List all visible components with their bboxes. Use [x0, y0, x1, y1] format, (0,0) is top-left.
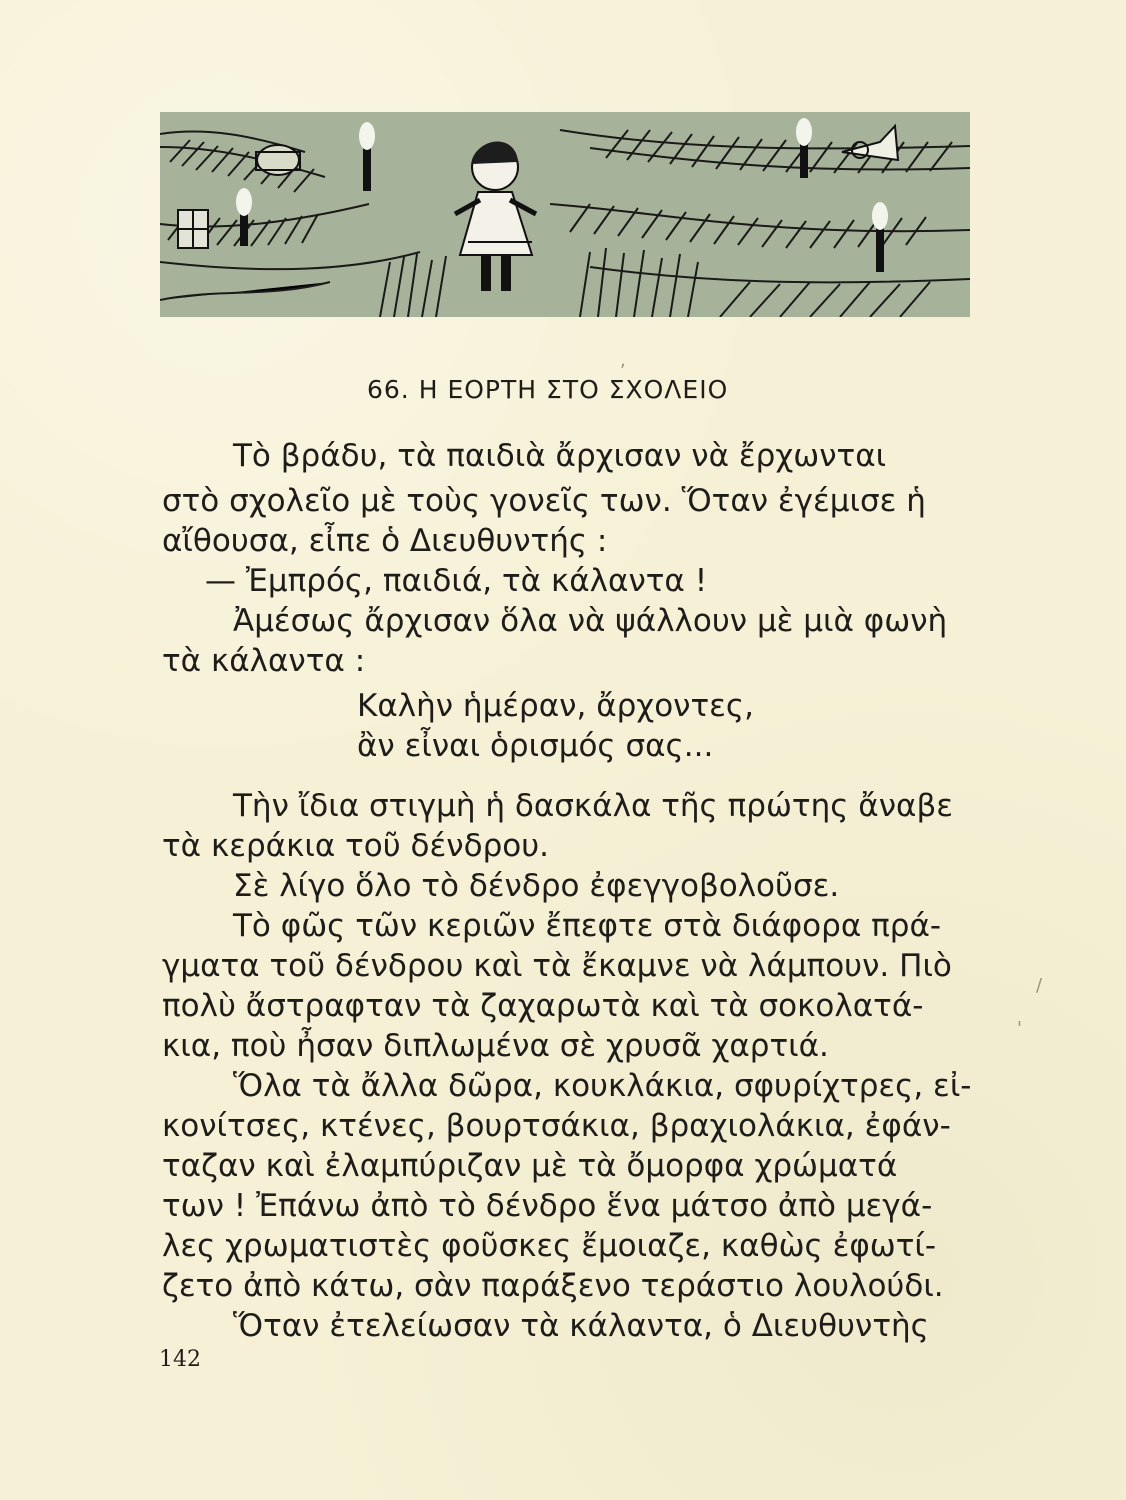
- paragraph-line-12: πολὺ ἄστραφταν τὰ ζαχαρωτὰ καὶ τὰ σοκολατά-: [162, 988, 924, 1024]
- page-number: 142: [159, 1347, 201, 1372]
- christmas-illustration: [160, 112, 970, 317]
- paragraph-line-19: ζετο ἀπὸ κάτω, σὰν παράξενο τεράστιο λουλούδι.: [162, 1268, 944, 1304]
- paragraph-line-16: ταζαν καὶ ἐλαμπύριζαν μὲ τὰ ὄμορφα χρώματά: [162, 1148, 898, 1184]
- drum-icon: [256, 145, 300, 175]
- carol-line-2: ἂν εἶναι ὁρισμός σας...: [357, 728, 714, 764]
- paragraph-line-8: τὰ κεράκια τοῦ δένδρου.: [162, 828, 550, 864]
- carol-line-1: Καλὴν ἡμέραν, ἄρχοντες,: [357, 688, 754, 724]
- paragraph-line-15: κονίτσες, κτένες, βουρτσάκια, βραχιολάκια, ἐφάν-: [162, 1108, 951, 1144]
- paragraph-line-9: Σὲ λίγο ὅλο τὸ δένδρο ἐφεγγοβολοῦσε.: [233, 868, 840, 904]
- paragraph-line-4: — Ἐμπρός, παιδιά, τὰ κάλαντα !: [205, 563, 708, 599]
- paragraph-line-20: Ὅταν ἐτελείωσαν τὰ κάλαντα, ὁ Διευθυντὴς: [233, 1308, 929, 1344]
- paragraph-line-18: λες χρωματιστὲς φοῦσκες ἔμοιαζε, καθὼς ἐφωτί-: [162, 1228, 937, 1264]
- paragraph-line-5: Ἀμέσως ἄρχισαν ὅλα νὰ ψάλλουν μὲ μιὰ φωνὴ: [233, 603, 948, 639]
- margin-mark: ,: [620, 350, 626, 371]
- paragraph-line-13: κια, ποὺ ἦσαν διπλωμένα σὲ χρυσᾶ χαρτιά.: [162, 1028, 829, 1064]
- paragraph-line-17: των ! Ἐπάνω ἀπὸ τὸ δένδρο ἕνα μάτσο ἀπὸ μεγά-: [162, 1188, 933, 1224]
- paragraph-line-14: Ὅλα τὰ ἄλλα δῶρα, κουκλάκια, σφυρίχτρες, εἰ-: [233, 1068, 972, 1104]
- margin-mark: ': [1017, 1018, 1022, 1039]
- margin-mark: /: [1036, 975, 1043, 996]
- chapter-heading: 66. Η ΕΟΡΤΗ ΣΤΟ ΣΧΟΛΕΙΟ: [367, 375, 729, 404]
- paragraph-line-11: γματα τοῦ δένδρου καὶ τὰ ἔκαμνε νὰ λάμπουν. Πιὸ: [162, 948, 952, 984]
- gift-box-icon: [178, 210, 208, 248]
- paragraph-line-2: στὸ σχολεῖο μὲ τοὺς γονεῖς των. Ὅταν ἐγέμισε ἡ: [162, 483, 926, 519]
- paragraph-line-10: Τὸ φῶς τῶν κεριῶν ἔπεφτε στὰ διάφορα πρά-: [233, 908, 942, 944]
- paragraph-line-6: τὰ κάλαντα :: [162, 643, 366, 679]
- paragraph-line-3: αἴθουσα, εἶπε ὁ Διευθυντής :: [162, 523, 608, 559]
- paragraph-line-7: Τὴν ἴδια στιγμὴ ἡ δασκάλα τῆς πρώτης ἄναβε: [233, 788, 953, 824]
- christmas-tree-illustration: [160, 112, 970, 317]
- paragraph-line-1: Τὸ βράδυ, τὰ παιδιὰ ἄρχισαν νὰ ἔρχωνται: [233, 438, 887, 474]
